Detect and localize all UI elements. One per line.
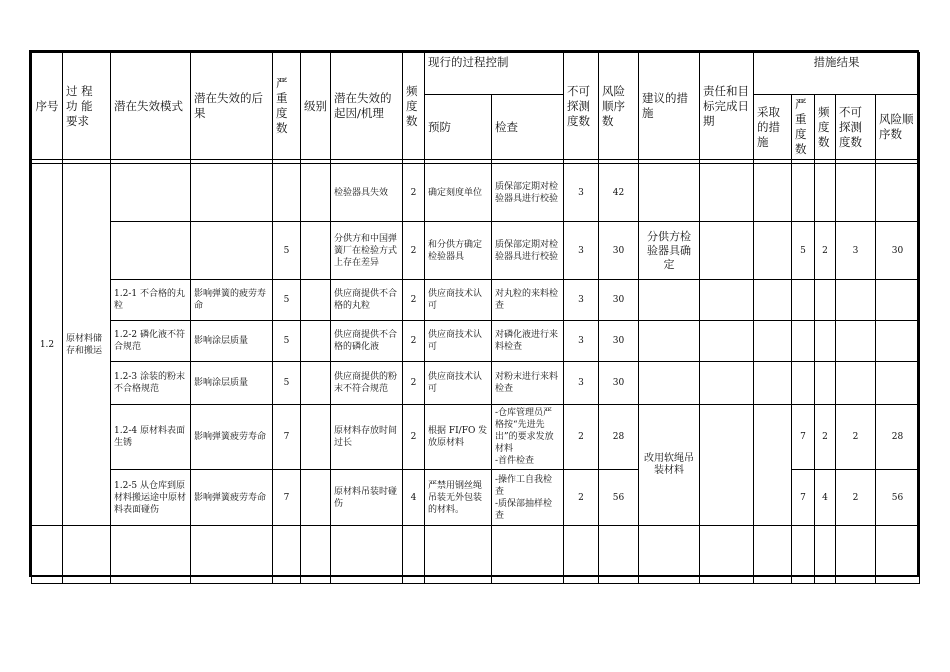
detection-control: 对粉末进行来料检查 bbox=[492, 362, 564, 405]
col-failure-mode-header: 潜在失效模式 bbox=[111, 53, 191, 160]
group-seq: 1.2 bbox=[32, 164, 63, 526]
action-taken bbox=[754, 164, 792, 222]
res-occurrence: 4 bbox=[815, 470, 836, 526]
cause: 原材料存放时间过长 bbox=[331, 405, 403, 470]
prevention: 根据 FI/FO 发放原材料 bbox=[425, 405, 492, 470]
action-taken bbox=[754, 222, 792, 280]
res-detection bbox=[836, 164, 876, 222]
prevention: 供应商技术认可 bbox=[425, 362, 492, 405]
rpn: 42 bbox=[599, 164, 639, 222]
col-severity-header: 严重度数 bbox=[273, 53, 301, 160]
res-occurrence bbox=[815, 164, 836, 222]
res-rpn: 30 bbox=[876, 222, 920, 280]
occurrence: 2 bbox=[403, 222, 425, 280]
res-detection bbox=[836, 321, 876, 362]
detection-control: 对丸粒的来料检查 bbox=[492, 280, 564, 321]
res-severity: 5 bbox=[792, 222, 815, 280]
failure-effect: 影响涂层质量 bbox=[191, 321, 273, 362]
fmea-sheet bbox=[29, 50, 919, 577]
res-severity bbox=[792, 164, 815, 222]
failure-mode bbox=[111, 222, 191, 280]
recommended-action bbox=[639, 321, 700, 362]
res-rpn bbox=[876, 321, 920, 362]
detection: 3 bbox=[564, 164, 599, 222]
class bbox=[301, 362, 331, 405]
severity: 5 bbox=[273, 280, 301, 321]
occurrence: 4 bbox=[403, 470, 425, 526]
severity: 5 bbox=[273, 321, 301, 362]
res-detection: 2 bbox=[836, 405, 876, 470]
res-occurrence bbox=[815, 321, 836, 362]
detection: 2 bbox=[564, 405, 599, 470]
occurrence: 2 bbox=[403, 164, 425, 222]
res-rpn bbox=[876, 164, 920, 222]
table-row bbox=[32, 321, 920, 362]
res-severity bbox=[792, 362, 815, 405]
failure-mode: 1.2-2 磷化液不符合规范 bbox=[111, 321, 191, 362]
res-occurrence: 2 bbox=[815, 222, 836, 280]
detection: 2 bbox=[564, 470, 599, 526]
action-taken bbox=[754, 321, 792, 362]
cause: 供应商提供的粉末不符合规范 bbox=[331, 362, 403, 405]
col-res-rpn-header: 风险顺序数 bbox=[876, 95, 920, 160]
res-rpn bbox=[876, 280, 920, 321]
responsibility bbox=[700, 280, 754, 321]
failure-effect: 影响弹簧疲劳寿命 bbox=[191, 405, 273, 470]
action-taken bbox=[754, 405, 792, 526]
col-res-detection-header: 不可探测度数 bbox=[836, 95, 876, 160]
table-row bbox=[32, 164, 920, 222]
prevention: 严禁用钢丝绳吊装无外包装的材料。 bbox=[425, 470, 492, 526]
col-process-header: 过 程 功 能 要求 bbox=[63, 53, 111, 160]
class bbox=[301, 280, 331, 321]
res-rpn bbox=[876, 362, 920, 405]
res-detection: 3 bbox=[836, 222, 876, 280]
failure-mode: 1.2-1 不合格的丸粒 bbox=[111, 280, 191, 321]
col-occurrence-header: 频度数 bbox=[403, 53, 425, 160]
table-row bbox=[32, 362, 920, 405]
severity: 5 bbox=[273, 222, 301, 280]
detection-control: 质保部定期对检验器具进行校验 bbox=[492, 222, 564, 280]
cause: 原材料吊装时碰伤 bbox=[331, 470, 403, 526]
cause: 分供方和中国弹簧厂在检验方式上存在差异 bbox=[331, 222, 403, 280]
occurrence: 2 bbox=[403, 280, 425, 321]
prevention: 确定刻度单位 bbox=[425, 164, 492, 222]
col-prevention-header: 预防 bbox=[425, 95, 492, 160]
action-taken bbox=[754, 280, 792, 321]
col-detection-ctrl-header: 检查 bbox=[492, 95, 564, 160]
failure-effect: 影响弹簧疲劳寿命 bbox=[191, 470, 273, 526]
recommended-action bbox=[639, 164, 700, 222]
cause: 检验器具失效 bbox=[331, 164, 403, 222]
responsibility bbox=[700, 362, 754, 405]
occurrence: 2 bbox=[403, 362, 425, 405]
detection: 3 bbox=[564, 280, 599, 321]
res-severity bbox=[792, 280, 815, 321]
failure-mode: 1.2-4 原材料表面生锈 bbox=[111, 405, 191, 470]
col-action-taken-header: 采取的措施 bbox=[754, 95, 792, 160]
failure-mode: 1.2-5 从仓库到原材料搬运途中原材料表面碰伤 bbox=[111, 470, 191, 526]
action-taken bbox=[754, 362, 792, 405]
prevention: 和分供方确定检验器具 bbox=[425, 222, 492, 280]
rpn: 30 bbox=[599, 222, 639, 280]
col-failure-effect-header: 潜在失效的后果 bbox=[191, 53, 273, 160]
res-occurrence bbox=[815, 280, 836, 321]
col-res-severity-header: 严重度数 bbox=[792, 95, 815, 160]
group-process: 原材料储存和搬运 bbox=[63, 164, 111, 526]
res-occurrence bbox=[815, 362, 836, 405]
severity bbox=[273, 164, 301, 222]
class bbox=[301, 405, 331, 470]
col-recommended-header: 建议的措施 bbox=[639, 53, 700, 160]
recommended-action bbox=[639, 362, 700, 405]
res-severity bbox=[792, 321, 815, 362]
res-severity: 7 bbox=[792, 470, 815, 526]
detection-control: -操作工自我检查 -质保部抽样检查 bbox=[492, 470, 564, 526]
failure-effect bbox=[191, 222, 273, 280]
severity: 7 bbox=[273, 405, 301, 470]
res-severity: 7 bbox=[792, 405, 815, 470]
rpn: 30 bbox=[599, 362, 639, 405]
res-detection bbox=[836, 280, 876, 321]
detection: 3 bbox=[564, 321, 599, 362]
failure-effect: 影响弹簧的疲劳寿命 bbox=[191, 280, 273, 321]
table-row bbox=[32, 222, 920, 280]
recommended-action bbox=[639, 280, 700, 321]
table-row-empty bbox=[32, 526, 920, 584]
responsibility bbox=[700, 321, 754, 362]
col-responsibility-header: 责任和目标完成日期 bbox=[700, 53, 754, 160]
failure-effect bbox=[191, 164, 273, 222]
prevention: 供应商技术认可 bbox=[425, 280, 492, 321]
class bbox=[301, 222, 331, 280]
rpn: 30 bbox=[599, 280, 639, 321]
severity: 5 bbox=[273, 362, 301, 405]
failure-effect: 影响涂层质量 bbox=[191, 362, 273, 405]
res-detection bbox=[836, 362, 876, 405]
col-rpn-header: 风险顺序数 bbox=[599, 53, 639, 160]
detection-control: 质保部定期对检验器具进行校验 bbox=[492, 164, 564, 222]
rpn: 30 bbox=[599, 321, 639, 362]
fmea-table bbox=[31, 52, 920, 584]
col-class-header: 级别 bbox=[301, 53, 331, 160]
cause: 供应商提供不合格的磷化液 bbox=[331, 321, 403, 362]
severity: 7 bbox=[273, 470, 301, 526]
rpn: 56 bbox=[599, 470, 639, 526]
col-detection-header: 不可探测度数 bbox=[564, 53, 599, 160]
responsibility bbox=[700, 405, 754, 526]
detection: 3 bbox=[564, 362, 599, 405]
col-results-header: 措施结果 bbox=[754, 53, 920, 95]
detection-control: 对磷化液进行来料检查 bbox=[492, 321, 564, 362]
failure-mode bbox=[111, 164, 191, 222]
class bbox=[301, 164, 331, 222]
col-res-occurrence-header: 频度数 bbox=[815, 95, 836, 160]
rpn: 28 bbox=[599, 405, 639, 470]
recommended-action: 改用软绳吊装材料 bbox=[639, 405, 700, 526]
table-row bbox=[32, 280, 920, 321]
detection-control: -仓库管理员严格按“先进先出”的要求发放材料 -首件检查 bbox=[492, 405, 564, 470]
occurrence: 2 bbox=[403, 405, 425, 470]
col-current-control-header: 现行的过程控制 bbox=[425, 53, 564, 95]
res-occurrence: 2 bbox=[815, 405, 836, 470]
prevention: 供应商技术认可 bbox=[425, 321, 492, 362]
res-rpn: 28 bbox=[876, 405, 920, 470]
detection: 3 bbox=[564, 222, 599, 280]
failure-mode: 1.2-3 涂装的粉末不合格规范 bbox=[111, 362, 191, 405]
responsibility bbox=[700, 164, 754, 222]
class bbox=[301, 321, 331, 362]
res-rpn: 56 bbox=[876, 470, 920, 526]
responsibility bbox=[700, 222, 754, 280]
res-detection: 2 bbox=[836, 470, 876, 526]
class bbox=[301, 470, 331, 526]
col-seq-header: 序号 bbox=[32, 53, 63, 160]
cause: 供应商提供不合格的丸粒 bbox=[331, 280, 403, 321]
occurrence: 2 bbox=[403, 321, 425, 362]
recommended-action: 分供方检验器具确定 bbox=[639, 222, 700, 280]
col-cause-header: 潜在失效的起因/机理 bbox=[331, 53, 403, 160]
table-row bbox=[32, 405, 920, 470]
